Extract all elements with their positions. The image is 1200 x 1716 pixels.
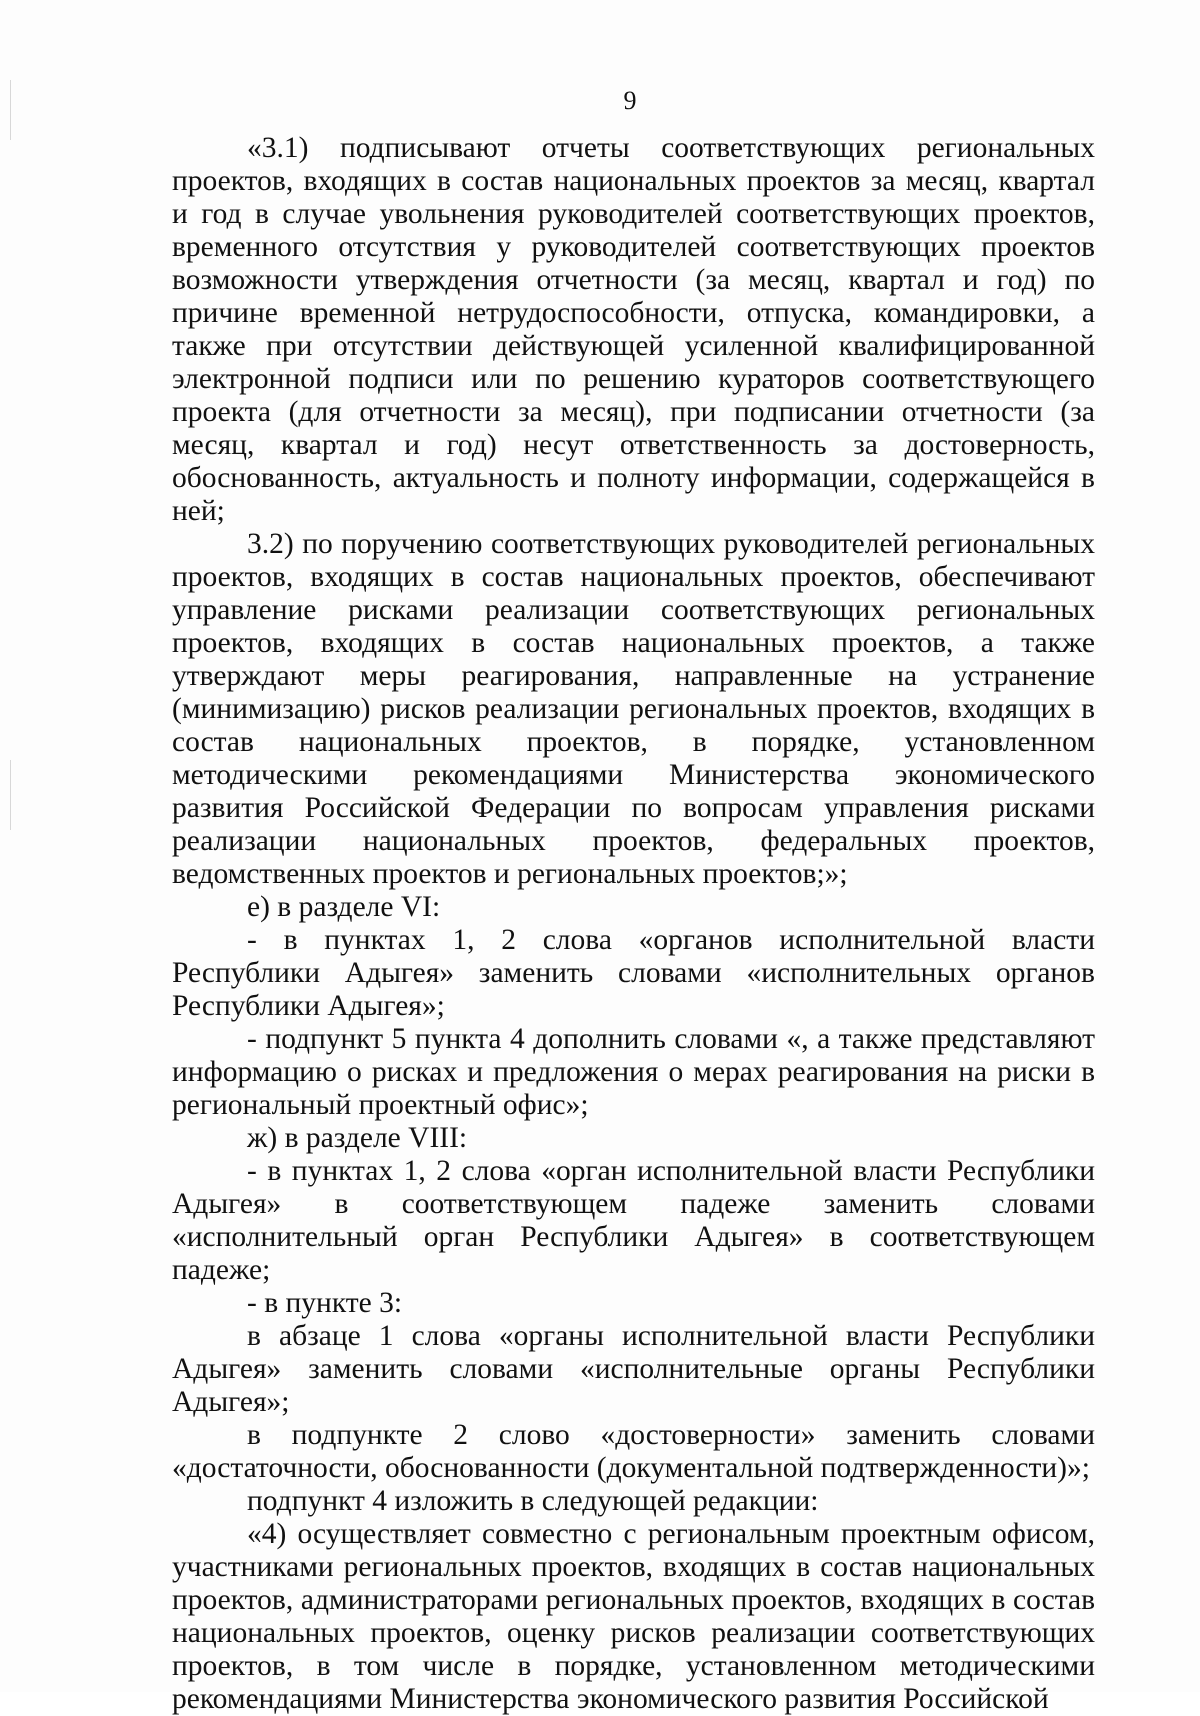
paragraph-section-viii-items-1-2: - в пунктах 1, 2 слова «орган исполнительной власти Республики Адыгея» в соответствующем падеже заменить словами «исполнительный орган Республики Адыгея» в соответствующем падеже; (172, 1155, 1095, 1286)
paragraph-section-vi-item-4: - подпункт 5 пункта 4 дополнить словами «, а также представляют информацию о рисках и предложения о мерах реагирования на риски в региональный проектный офис»; (172, 1023, 1095, 1121)
paragraph-section-vi: е) в разделе VI: (247, 891, 441, 923)
paragraph-item-3-abzac-1: в абзаце 1 слова «органы исполнительной власти Республики Адыгея» заменить словами «исполнительные органы Республики Адыгея»; (172, 1320, 1095, 1418)
paragraph-item-3-subitem-2: в подпункте 2 слово «достоверности» заменить словами «достаточности, обоснованности (документальной подтвержденности)»; (172, 1419, 1095, 1484)
paragraph-3-1: «3.1) подписывают отчеты соответствующих региональных проектов, входящих в состав национальных проектов за месяц, квартал и год в случае увольнения руководителей соответствующих проектов, временного отсутствия у руководителей соответствующих проектов возможности утверждения отчетности (за месяц, квартал и год) по причине временной нетрудоспособности, отпуска, командировки, а также при отсутствии действующей усиленной квалифицированной электронной подписи или по решению кураторов соответствующего проекта (для отчетности за месяц), при подписании отчетности (за месяц, квартал и год) несут ответственность за достоверность, обоснованность, актуальность и полноту информации, содержащейся в ней; (172, 132, 1095, 527)
paragraph-3-2: 3.2) по поручению соответствующих руководителей региональных проектов, входящих в состав национальных проектов, обеспечивают управление рисками реализации соответствующих региональных проектов, входящих в состав национальных проектов, а также утверждают меры реагирования, направленные на устранение (минимизацию) рисков реализации региональных проектов, входящих в состав национальных проектов, в порядке, установленном методическими рекомендациями Министерства экономического развития Российской Федерации по вопросам управления рисками реализации национальных проектов, федеральных проектов, ведомственных проектов и региональных проектов;»; (172, 528, 1095, 890)
paragraph-section-viii-item-3: - в пункте 3: (247, 1287, 403, 1319)
scan-edge-mark (10, 760, 11, 830)
paragraph-subitem-4-text: «4) осуществляет совместно с региональным проектным офисом, участниками региональных проектов, входящих в состав национальных проектов, администраторами региональных проектов, входящих в состав национальных проектов, оценку рисков реализации соответствующих проектов, в том числе в порядке, установленном методическими рекомендациями Министерства экономического развития Российской (172, 1518, 1095, 1715)
page-number: 9 (623, 86, 637, 115)
document-body (172, 132, 1095, 1716)
paragraph-subitem-4-intro: подпункт 4 изложить в следующей редакции: (247, 1485, 819, 1517)
paragraph-section-viii: ж) в разделе VIII: (247, 1122, 468, 1154)
paragraph-section-vi-items-1-2: - в пунктах 1, 2 слова «органов исполнительной власти Республики Адыгея» заменить словами «исполнительных органов Республики Адыгея»; (172, 924, 1095, 1022)
